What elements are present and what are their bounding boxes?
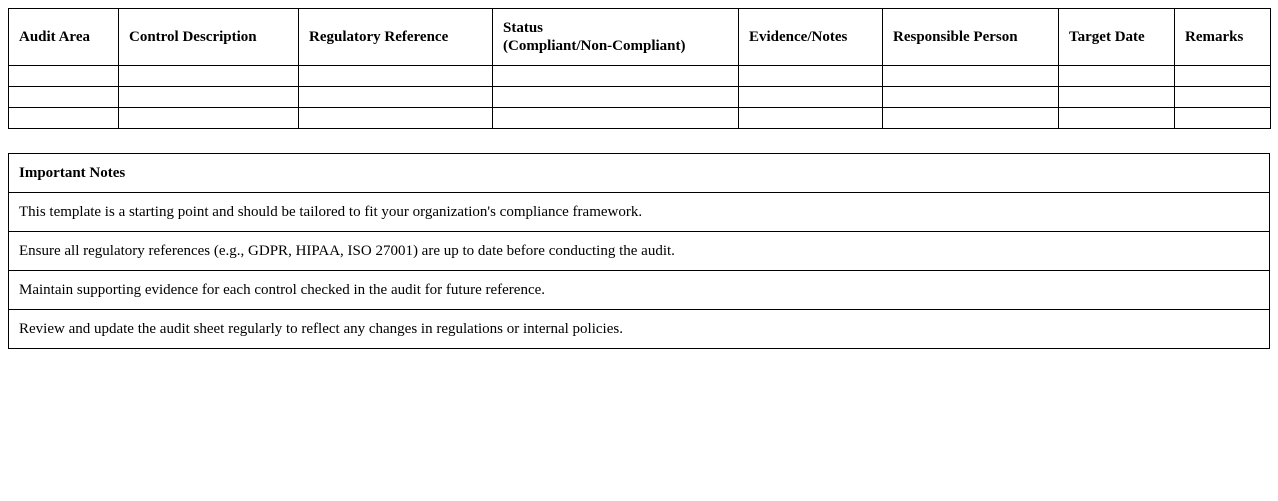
header-remarks: Remarks [1175,9,1271,66]
list-item [9,271,1270,310]
table-row [9,108,1271,129]
list-item [9,310,1270,349]
table-cell[interactable] [1059,87,1175,108]
table-cell[interactable] [1175,108,1271,129]
table-cell[interactable] [9,108,119,129]
table-cell[interactable] [299,87,493,108]
list-item [9,232,1270,271]
table-cell[interactable] [119,108,299,129]
table-cell[interactable] [1175,87,1271,108]
table-cell[interactable] [883,108,1059,129]
table-cell[interactable] [493,108,739,129]
table-cell[interactable] [493,66,739,87]
note-text: Maintain supporting evidence for each control checked in the audit for future reference. [9,271,1270,310]
table-cell[interactable] [119,87,299,108]
table-cell[interactable] [299,108,493,129]
header-status: Status (Compliant/Non-Compliant) [493,9,739,66]
note-text: This template is a starting point and should be tailored to fit your organization's compliance framework. [9,193,1270,232]
header-target-date: Target Date [1059,9,1175,66]
note-text: Review and update the audit sheet regularly to reflect any changes in regulations or internal policies. [9,310,1270,349]
header-control-description: Control Description [119,9,299,66]
header-regulatory-reference: Regulatory Reference [299,9,493,66]
table-cell[interactable] [9,87,119,108]
notes-title: Important Notes [9,154,1270,193]
header-responsible-person: Responsible Person [883,9,1059,66]
table-cell[interactable] [1059,66,1175,87]
table-cell[interactable] [739,87,883,108]
header-evidence-notes: Evidence/Notes [739,9,883,66]
table-cell[interactable] [739,108,883,129]
table-cell[interactable] [1175,66,1271,87]
table-cell[interactable] [119,66,299,87]
list-item [9,193,1270,232]
header-audit-area: Audit Area [9,9,119,66]
note-text: Ensure all regulatory references (e.g., GDPR, HIPAA, ISO 27001) are up to date before conducting the audit. [9,232,1270,271]
table-cell[interactable] [493,87,739,108]
table-row [9,66,1271,87]
table-cell[interactable] [299,66,493,87]
header-row [9,9,1271,66]
table-cell[interactable] [9,66,119,87]
table-cell[interactable] [883,66,1059,87]
audit-table [8,8,1271,129]
table-row [9,87,1271,108]
notes-table [8,153,1270,349]
notes-header-row [9,154,1270,193]
table-cell[interactable] [1059,108,1175,129]
table-cell[interactable] [739,66,883,87]
table-cell[interactable] [883,87,1059,108]
